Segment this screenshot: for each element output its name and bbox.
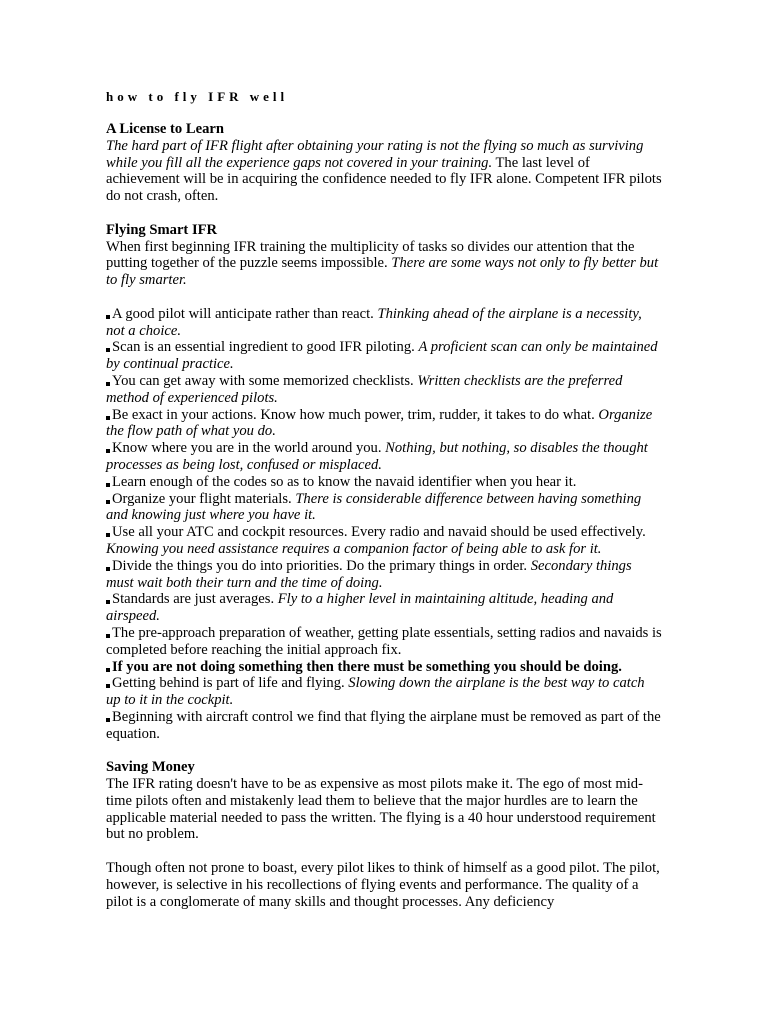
list-item — [106, 558, 662, 592]
body-text: Know where you are in the world around you. — [112, 440, 386, 457]
emphasis-text: There is considerable difference between having something and knowing just where you have it. — [106, 490, 642, 524]
section-paragraph — [106, 239, 662, 289]
emphasis-text: Nothing, but nothing, so disables the thought processes as being lost, confused or misplaced. — [106, 440, 648, 473]
section-paragraph — [106, 138, 662, 205]
list-item — [106, 675, 662, 709]
emphasis-text: Written checklists are the preferred method of experienced pilots. — [106, 372, 623, 406]
bullet-icon — [106, 315, 110, 319]
list-item — [106, 306, 662, 340]
emphasis-text: Slowing down the airplane is the best way to catch up to it in the cockpit. — [106, 675, 645, 709]
section-license — [106, 121, 662, 205]
body-text: The last level of achievement will be in acquiring the confidence needed to fly IFR alone. Competent IFR pilots do not crash, often. — [106, 154, 662, 205]
section-money — [106, 759, 662, 843]
list-item — [106, 491, 662, 525]
list-item — [106, 625, 662, 659]
list-item — [106, 373, 662, 407]
body-text: Scan is an essential ingredient to good IFR piloting. — [112, 339, 419, 356]
section-heading: A License to Learn — [106, 121, 224, 137]
body-text: Divide the things you do into priorities. Do the primary things in order. — [112, 557, 531, 574]
bullet-icon — [106, 600, 110, 604]
emphasis-text: The hard part of IFR flight after obtaining your rating is not the flying so much as surviving while you fill all the experience gaps not covered in your training. — [106, 137, 644, 171]
tips-list — [106, 306, 662, 743]
document-body — [106, 88, 662, 910]
body-text: When first beginning IFR training the multiplicity of tasks so divides our attention that the putting together of the puzzle seems impossible. — [106, 238, 635, 272]
body-text: Standards are just averages. — [112, 591, 278, 608]
body-text: Beginning with aircraft control we find that flying the airplane must be removed as part of the equation. — [106, 708, 661, 742]
body-text: Getting behind is part of life and flying. — [112, 675, 349, 692]
list-item — [106, 339, 662, 373]
section-paragraph: Though often not prone to boast, every pilot likes to think of himself as a good pilot. The pilot, however, is selective in his recollections of flying events and performance. The quality of a pilot is a conglomerate of many skills and thought processes. Any deficiency — [106, 860, 660, 910]
emphasis-text: There are some ways not only to fly better but to fly smarter. — [106, 255, 659, 289]
bullet-icon — [106, 500, 110, 504]
emphasis-text: A proficient scan can only be maintained by continual practice. — [106, 339, 658, 373]
bullet-icon — [106, 382, 110, 386]
emphasis-text: Thinking ahead of the airplane is a necessity, not a choice. — [106, 305, 642, 339]
section-heading: Saving Money — [106, 759, 195, 776]
body-text: Learn enough of the codes so as to know the navaid identifier when you hear it. — [112, 473, 577, 490]
bullet-icon — [106, 634, 110, 638]
bullet-icon — [106, 348, 110, 352]
list-item — [106, 474, 662, 491]
emphasis-text: Knowing you need assistance requires a companion factor of being able to ask for it. — [106, 540, 602, 557]
bullet-icon — [106, 567, 110, 571]
bullet-icon — [106, 483, 110, 487]
bold-text: If you are not doing something then there must be something you should be doing. — [112, 658, 622, 675]
list-item — [106, 659, 662, 676]
bullet-icon — [106, 668, 110, 672]
bullet-icon — [106, 718, 110, 722]
bullet-icon — [106, 533, 110, 537]
emphasis-text: Secondary things must wait both their turn and the time of doing. — [106, 557, 632, 591]
list-item — [106, 709, 662, 743]
bullet-icon — [106, 416, 110, 420]
list-item — [106, 440, 662, 474]
body-text: Use all your ATC and cockpit resources. Every radio and navaid should be used effectively. — [112, 524, 646, 541]
list-item — [106, 407, 662, 441]
bullet-icon — [106, 684, 110, 688]
document-title: how to fly IFR well — [106, 89, 289, 104]
body-text: Be exact in your actions. Know how much power, trim, rudder, it takes to do what. — [112, 406, 599, 423]
body-text: The pre-approach preparation of weather, getting plate essentials, setting radios and navaids is completed before reaching the initial approach fix. — [106, 624, 662, 658]
list-item — [106, 524, 662, 558]
emphasis-text: Organize the flow path of what you do. — [106, 406, 653, 440]
bullet-icon — [106, 449, 110, 453]
body-text: Organize your flight materials. — [112, 490, 296, 507]
body-text: A good pilot will anticipate rather than react. — [112, 305, 378, 322]
section-heading: Flying Smart IFR — [106, 221, 218, 238]
list-item — [106, 591, 662, 625]
section-paragraph: The IFR rating doesn't have to be as expensive as most pilots make it. The ego of most mid-time pilots often and mistakenly lead them to believe that the major hurdles are to learn the applicable material needed to pass the written. The flying is a 40 hour understood requirement but no problem. — [106, 776, 656, 843]
section-smart — [106, 222, 662, 289]
emphasis-text: Fly to a higher level in maintaining altitude, heading and airspeed. — [106, 591, 614, 625]
body-text: You can get away with some memorized checklists. — [112, 372, 418, 389]
